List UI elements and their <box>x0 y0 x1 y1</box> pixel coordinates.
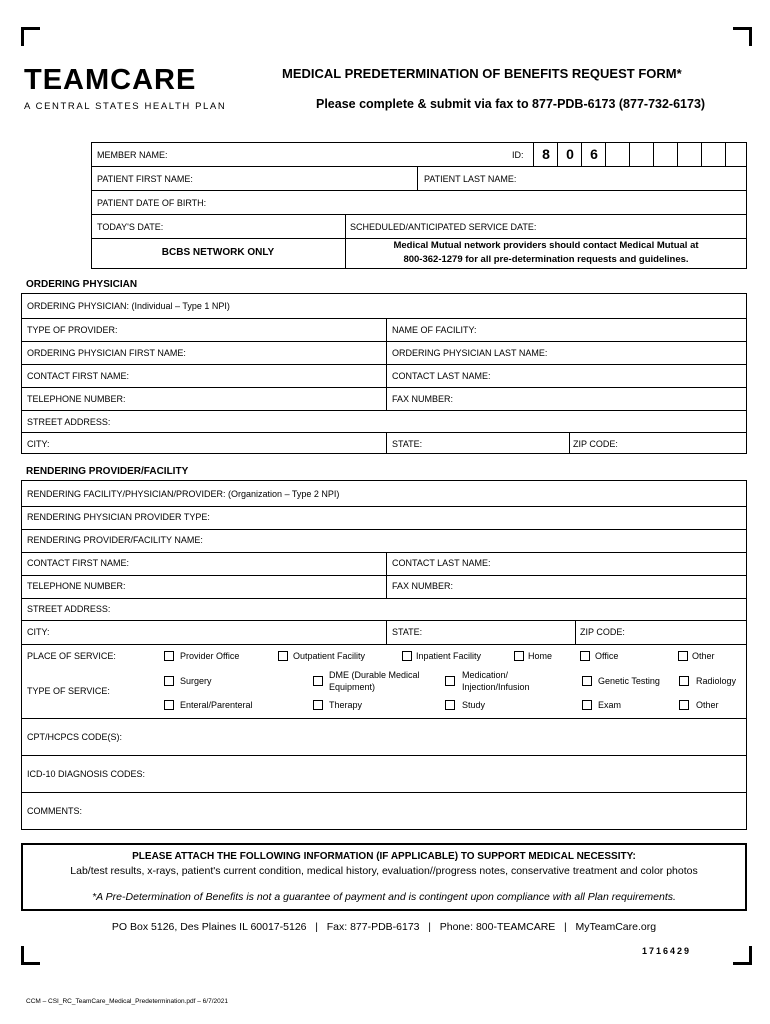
type-dme-checkbox[interactable] <box>313 676 323 686</box>
type-therapy-label: Therapy <box>329 700 363 710</box>
type-enteral-checkbox[interactable] <box>164 700 174 710</box>
id-digit-3[interactable]: 6 <box>590 146 598 162</box>
corner-mark-top-left <box>21 27 40 46</box>
type-genetic-testing-label: Genetic Testing <box>598 676 660 686</box>
rendering-facility-name-field[interactable]: RENDERING PROVIDER/FACILITY NAME: <box>27 535 203 545</box>
type-surgery-label: Surgery <box>180 676 212 686</box>
patient-last-name-field[interactable]: PATIENT LAST NAME: <box>424 174 517 184</box>
ordering-street-field[interactable]: STREET ADDRESS: <box>27 417 111 427</box>
ordering-physician-heading: ORDERING PHYSICIAN <box>26 279 138 290</box>
type-dme-label-1: DME (Durable Medical <box>329 670 420 680</box>
place-home-label: Home <box>528 651 553 661</box>
type-exam-checkbox[interactable] <box>582 700 592 710</box>
patient-dob-field[interactable]: PATIENT DATE OF BIRTH: <box>97 198 207 208</box>
attach-disclaimer: *A Pre-Determination of Benefits is not a guarantee of payment and is contingent upon compliance with all Plan requirements. <box>92 891 676 903</box>
form-subtitle: Please complete & submit via fax to 877-PDB-6173 (877-732-6173) <box>316 97 706 111</box>
scheduled-service-date-field[interactable]: SCHEDULED/ANTICIPATED SERVICE DATE: <box>350 222 537 232</box>
ordering-fax-field[interactable]: FAX NUMBER: <box>392 394 454 404</box>
id-label: ID: <box>512 150 524 160</box>
place-outpatient-label: Outpatient Facility <box>293 651 366 661</box>
bcbs-network-only: BCBS NETWORK ONLY <box>161 247 275 258</box>
medical-mutual-note-1: Medical Mutual network providers should contact Medical Mutual at <box>393 240 699 251</box>
rendering-city-field[interactable]: CITY: <box>27 627 50 637</box>
place-inpatient-checkbox[interactable] <box>402 651 412 661</box>
place-office-label: Office <box>595 651 619 661</box>
ordering-state-field[interactable]: STATE: <box>392 439 423 449</box>
rendering-street-field[interactable]: STREET ADDRESS: <box>27 604 111 614</box>
rendering-state-field[interactable]: STATE: <box>392 627 423 637</box>
id-digit-1[interactable]: 8 <box>542 146 550 162</box>
form-code: 1716429 <box>642 946 692 956</box>
rendering-contact-first-field[interactable]: CONTACT FIRST NAME: <box>27 558 130 568</box>
member-name-field[interactable]: MEMBER NAME: <box>97 150 168 160</box>
patient-first-name-field[interactable]: PATIENT FIRST NAME: <box>97 174 193 184</box>
place-home-checkbox[interactable] <box>514 651 524 661</box>
footer-contact-line: PO Box 5126, Des Plaines IL 60017-5126 | Fax: 877-PDB-6173 | Phone: 800-TEAMCARE | MyTeamCare.org <box>111 921 657 933</box>
ordering-last-name-field[interactable]: ORDERING PHYSICIAN LAST NAME: <box>392 348 548 358</box>
ordering-telephone-field[interactable]: TELEPHONE NUMBER: <box>27 394 126 404</box>
rendering-facility-npi-field[interactable]: RENDERING FACILITY/PHYSICIAN/PROVIDER: (Organization – Type 2 NPI) <box>27 489 340 499</box>
place-inpatient-label: Inpatient Facility <box>416 651 482 661</box>
corner-mark-bottom-left <box>21 946 40 965</box>
attach-details: Lab/test results, x-rays, patient's current condition, medical history, evaluation//progress notes, conservative treatment and color photos <box>70 865 698 877</box>
rendering-provider-type-field[interactable]: RENDERING PHYSICIAN PROVIDER TYPE: <box>27 512 210 522</box>
type-other-checkbox[interactable] <box>679 700 689 710</box>
corner-mark-bottom-right <box>733 946 752 965</box>
type-surgery-checkbox[interactable] <box>164 676 174 686</box>
type-genetic-testing-checkbox[interactable] <box>582 676 592 686</box>
type-therapy-checkbox[interactable] <box>313 700 323 710</box>
rendering-zip-field[interactable]: ZIP CODE: <box>580 627 625 637</box>
comments-field[interactable]: COMMENTS: <box>27 806 82 816</box>
type-medication-checkbox[interactable] <box>445 676 455 686</box>
type-study-label: Study <box>462 700 486 710</box>
type-dme-label-2: Equipment) <box>329 682 376 692</box>
footer-filename: CCM – CSI_RC_TeamCare_Medical_Predetermination.pdf – 6/7/2021 <box>26 998 228 1005</box>
ordering-first-name-field[interactable]: ORDERING PHYSICIAN FIRST NAME: <box>27 348 186 358</box>
type-of-provider-field[interactable]: TYPE OF PROVIDER: <box>27 325 118 335</box>
type-medication-label-1: Medication/ <box>462 670 509 680</box>
type-other-label: Other <box>696 700 719 710</box>
ordering-city-field[interactable]: CITY: <box>27 439 50 449</box>
rendering-telephone-field[interactable]: TELEPHONE NUMBER: <box>27 581 126 591</box>
name-of-facility-field[interactable]: NAME OF FACILITY: <box>392 325 477 335</box>
logo-tagline: A CENTRAL STATES HEALTH PLAN <box>24 101 227 112</box>
medical-mutual-note-2: 800-362-1279 for all pre-determination requests and guidelines. <box>403 254 689 265</box>
rendering-fax-field[interactable]: FAX NUMBER: <box>392 581 454 591</box>
ordering-zip-field[interactable]: ZIP CODE: <box>573 439 618 449</box>
ordering-physician-npi-field[interactable]: ORDERING PHYSICIAN: (Individual – Type 1 NPI) <box>27 301 230 311</box>
place-provider-office-checkbox[interactable] <box>164 651 174 661</box>
todays-date-field[interactable]: TODAY'S DATE: <box>97 222 164 232</box>
type-study-checkbox[interactable] <box>445 700 455 710</box>
type-exam-label: Exam <box>598 700 622 710</box>
type-enteral-label: Enteral/Parenteral <box>180 700 253 710</box>
teamcare-logo: TEAMCARE <box>24 64 197 96</box>
type-medication-label-2: Injection/Infusion <box>462 682 530 692</box>
id-digit-2[interactable]: 0 <box>566 146 574 162</box>
place-outpatient-checkbox[interactable] <box>278 651 288 661</box>
form-title: MEDICAL PREDETERMINATION OF BENEFITS REQUEST FORM* <box>282 66 682 81</box>
place-of-service-label: PLACE OF SERVICE: <box>27 651 116 661</box>
type-of-service-label: TYPE OF SERVICE: <box>27 686 110 696</box>
place-provider-office-label: Provider Office <box>180 651 240 661</box>
type-radiology-checkbox[interactable] <box>679 676 689 686</box>
cpt-hcpcs-field[interactable]: CPT/HCPCS CODE(S): <box>27 732 123 742</box>
corner-mark-top-right <box>733 27 752 46</box>
rendering-contact-last-field[interactable]: CONTACT LAST NAME: <box>392 558 491 568</box>
place-office-checkbox[interactable] <box>580 651 590 661</box>
icd10-codes-field[interactable]: ICD-10 DIAGNOSIS CODES: <box>27 769 146 779</box>
place-other-checkbox[interactable] <box>678 651 688 661</box>
place-other-label: Other <box>692 651 715 661</box>
type-radiology-label: Radiology <box>696 676 737 686</box>
ordering-contact-last-field[interactable]: CONTACT LAST NAME: <box>392 371 491 381</box>
ordering-contact-first-field[interactable]: CONTACT FIRST NAME: <box>27 371 130 381</box>
rendering-provider-heading: RENDERING PROVIDER/FACILITY <box>26 466 189 477</box>
attach-heading: PLEASE ATTACH THE FOLLOWING INFORMATION (IF APPLICABLE) TO SUPPORT MEDICAL NECESSITY: <box>132 851 636 862</box>
